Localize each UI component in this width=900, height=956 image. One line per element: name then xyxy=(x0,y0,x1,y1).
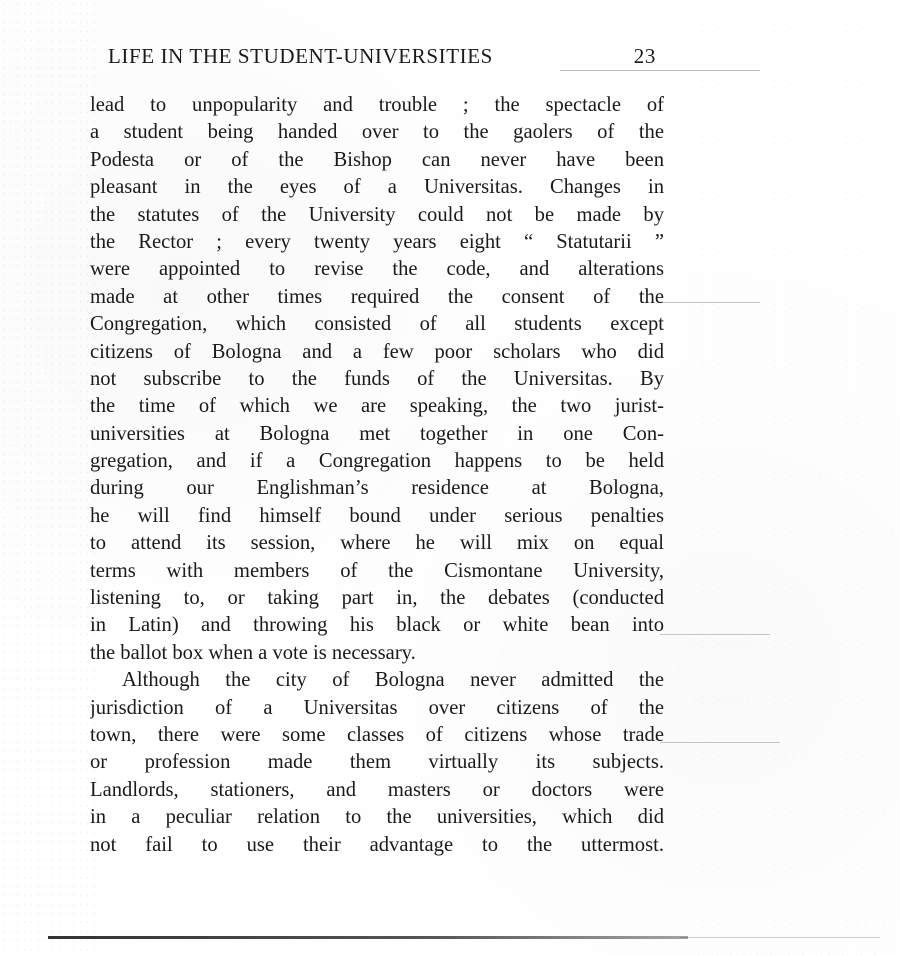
text-line: or profession made them virtually its subjects. xyxy=(90,751,664,774)
scan-artifact-line xyxy=(660,742,780,743)
text-line: not fail to use their advantage to the uttermost. xyxy=(90,833,664,856)
text-line: lead to unpopularity and trouble ; the spectacle of xyxy=(90,94,664,116)
text-line: made at other times required the consent of the xyxy=(90,285,664,308)
text-line: the statutes of the University could not be made by xyxy=(90,203,664,226)
text-line: a student being handed over to the gaolers of the xyxy=(90,121,664,144)
text-line: town, there were some classes of citizens whose trade xyxy=(90,723,664,746)
text-line: gregation, and if a Congregation happens to be held xyxy=(90,450,664,473)
paragraph-end-line: the ballot box when a vote is necessary. xyxy=(90,641,416,664)
text-line: the Rector ; every twenty years eight “ Statutarii ” xyxy=(90,230,664,253)
text-line: not subscribe to the funds of the Universitas. By xyxy=(90,367,664,390)
text-line: terms with members of the Cismontane University, xyxy=(90,559,664,582)
body-text xyxy=(90,92,664,859)
running-head-title: LIFE IN THE STUDENT-UNIVERSITIES xyxy=(108,44,493,68)
text-line: jurisdiction of a Universitas over citizens of the xyxy=(90,696,664,719)
scan-noise-right xyxy=(690,0,900,956)
text-line: he will find himself bound under serious penalties xyxy=(90,504,664,527)
scan-noise-left xyxy=(0,0,95,956)
page-bottom-edge xyxy=(48,936,688,939)
text-line: citizens of Bologna and a few poor scholars who did xyxy=(90,340,664,363)
text-line: Podesta or of the Bishop can never have been xyxy=(90,148,664,171)
scan-artifact-line xyxy=(660,634,770,635)
page-bottom-edge-faint xyxy=(680,937,880,938)
text-line: Congregation, which consisted of all students except xyxy=(90,313,664,336)
text-line: were appointed to revise the code, and alterations xyxy=(90,258,664,281)
text-line: to attend its session, where he will mix on equal xyxy=(90,532,664,555)
text-line: pleasant in the eyes of a Universitas. Changes in xyxy=(90,176,664,199)
text-line: during our Englishman’s residence at Bologna, xyxy=(90,477,664,500)
text-line: the time of which we are speaking, the two jurist- xyxy=(90,395,664,418)
page-number: 23 xyxy=(633,44,656,68)
text-line: in Latin) and throwing his black or white bean into xyxy=(90,614,664,637)
text-line: universities at Bologna met together in one Con- xyxy=(90,422,664,445)
text-line: Landlords, stationers, and masters or doctors were xyxy=(90,778,664,801)
scan-artifact-line xyxy=(660,302,760,303)
text-line: in a peculiar relation to the universities, which did xyxy=(90,806,664,829)
paragraph-start-line: Although the city of Bologna never admitted the xyxy=(122,669,664,692)
header-scan-rule xyxy=(560,70,760,71)
text-line: listening to, or taking part in, the debates (conducted xyxy=(90,587,664,610)
